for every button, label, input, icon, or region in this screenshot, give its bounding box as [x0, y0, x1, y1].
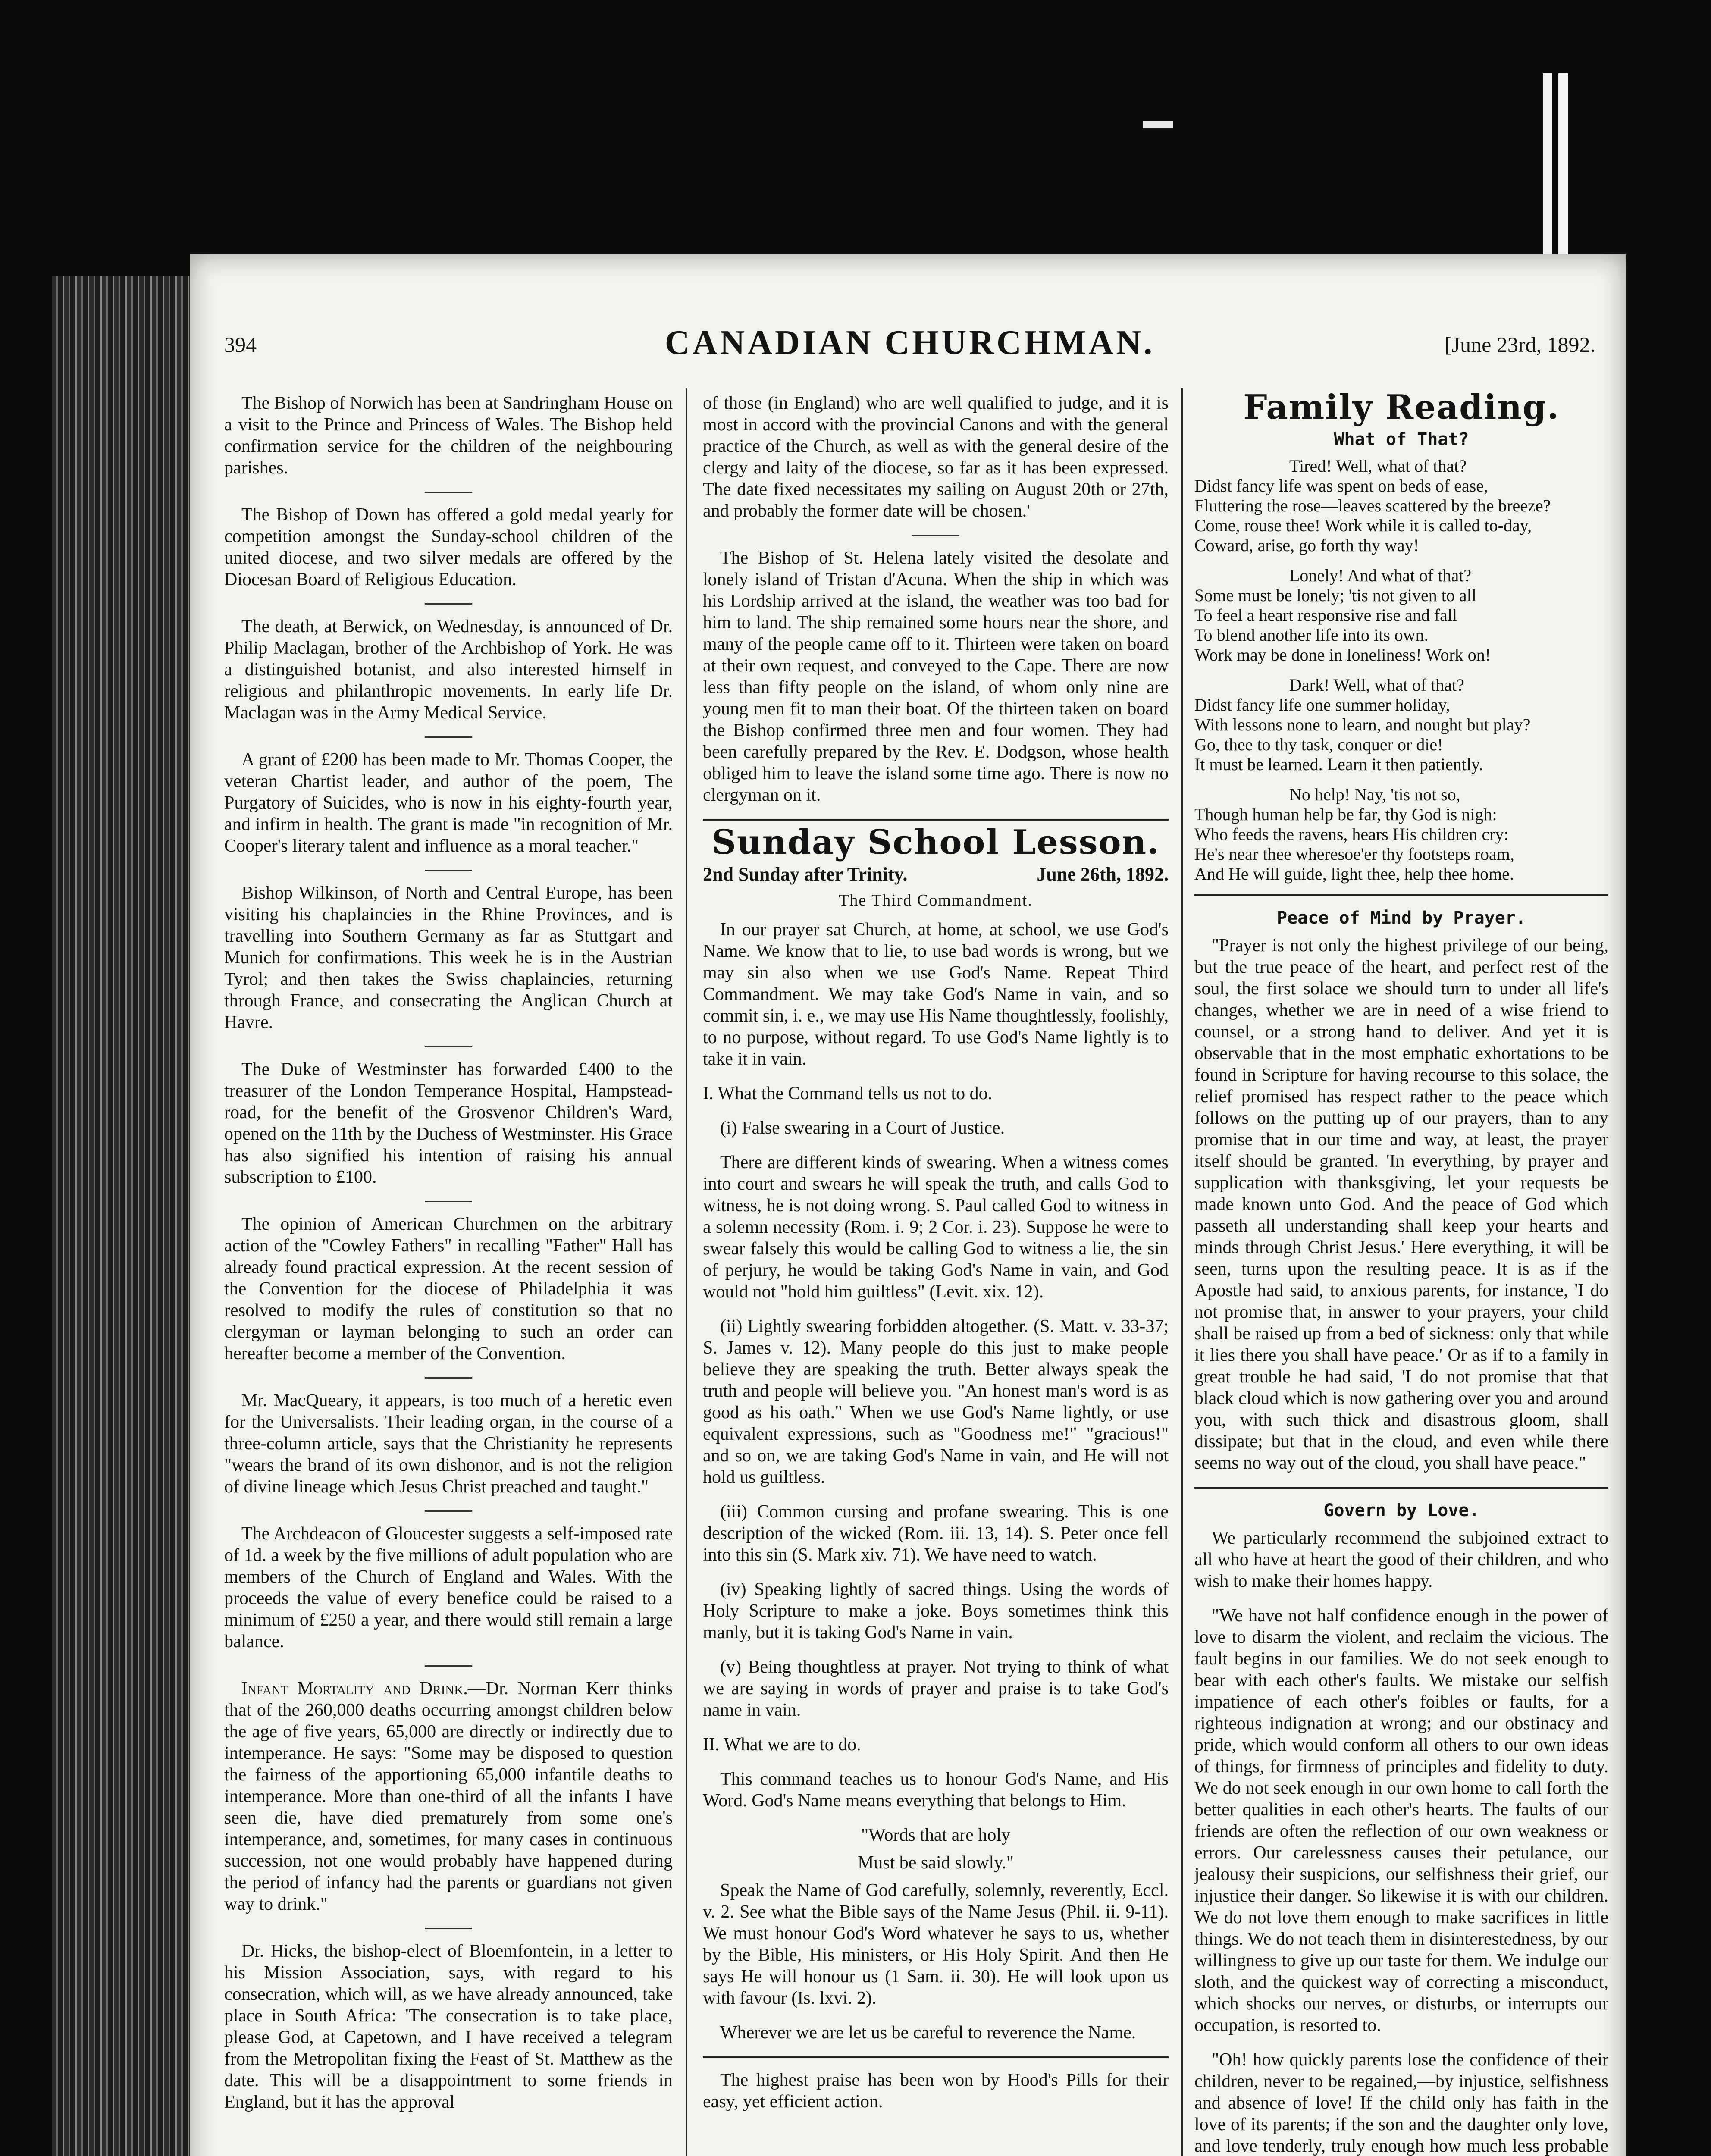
news-item: Bishop Wilkinson, of North and Central Europe, has been visiting his chaplaincies in the Rhine Provinces, and is travelling into Southern Germany as far as Stuttgart and Munich for confirmations. This week he is in the Austrian Tyrol; and then takes the Swiss chaplaincies, returning through France, and consecrating the Anglican Church at Havre.	[224, 883, 673, 1032]
article-text: "We have not half confidence enough in the power of love to disarm the violent, and reclaim the vicious. The fault begins in our families. We do not seek enough to bear with each other's faults. We mistake our selfish impatience of each other's foibles or faults, for a righteous indignation at wrong; and our obstinacy and pride, which would conform all others to our own ideas of things, for firmness of principles and fidelity to duty. We do not seek enough in our own home to call forth the better qualities in each other's hearts. The faults of our friends are often the reflection of our own weakness or errors. Our carelessness causes their petulance, our jealousy their suspicions, our selfishness their grief, our injustice their danger. So likewise it is with our children. We do not love them enough to make sacrifices in little things. We do not teach them in disinterestedness, by our willingness to give up our taste for them. We indulge our sloth, and the quickest way of correcting a misconduct, which shocks our nerves, or disturbs, or interrupts our occupation, is resorted to.	[1194, 1606, 1608, 2035]
poem-line: Who feeds the ravens, hears His children cry:	[1194, 824, 1509, 844]
separator	[425, 603, 472, 605]
article-title: Govern by Love.	[1323, 1501, 1479, 1520]
lesson-text: Speak the Name of God carefully, solemnly, reverently, Eccl. v. 2. See what the Bible says of the Name Jesus (Phil. ii. 9-11). We must honour God's Word whatever he says to us, whether by the Bible, His ministers, or His Holy Spirit. And then He says He will honour us (1 Sam. ii. 30). He will look upon us with favour (Is. lxvi. 2).	[703, 1880, 1169, 2008]
poem-line: Fluttering the rose—leaves scattered by the breeze?	[1194, 496, 1551, 515]
poem-stanza	[1194, 785, 1608, 884]
lesson-text: There are different kinds of swearing. When a witness comes into court and swears he will speak the truth, and calls God to witness, he is not doing wrong. S. Paul called God to witness in a solemn necessity (Rom. i. 9; 2 Cor. i. 23). Suppose he were to swear falsely this would be calling God to witness a lie, the sin of perjury, he would be taking God's Name in vain, and God would not "hold him guiltless" (Levit. xix. 12).	[703, 1153, 1169, 1302]
lesson-sunday: 2nd Sunday after Trinity.	[703, 864, 908, 885]
news-item: A grant of £200 has been made to Mr. Thomas Cooper, the veteran Chartist leader, and author of the poem, The Purgatory of Suicides, who is now in his eighty-fourth year, and infirm in health. The grant is made "in recognition of Mr. Cooper's literary talent and influence as a moral teacher."	[224, 750, 673, 856]
poem-line: Though human help be far, thy God is nigh:	[1194, 805, 1497, 824]
lesson-date: June 26th, 1892.	[1037, 864, 1169, 885]
article-text: We particularly recommend the subjoined extract to all who have at heart the good of their children, and who wish to make their homes happy.	[1194, 1528, 1608, 1591]
lesson-text: (iv) Speaking lightly of sacred things. Using the words of Holy Scripture to make a joke. Boys sometimes think this manly, but it is taking God's Name in vain.	[703, 1579, 1169, 1642]
news-item: The opinion of American Churchmen on the arbitrary action of the "Cowley Fathers" in recalling "Father" Hall has already found practical expression. At the recent session of the Convention for the diocese of Philadelphia it was resolved to modify the rules of constitution so that no clergyman or layman belonging to such an order can hereafter become a member of the Convention.	[224, 1214, 673, 1363]
news-lead: Infant Mortality and Drink.	[241, 1679, 468, 1698]
lesson-text: In our prayer sat Church, at home, at school, we use God's Name. We know that to lie, to use bad words is wrong, but we may sin also when we use God's Name. Repeat Third Commandment. We may take God's Name in vain, and so commit sin, i. e., we may use His Name thoughtlessly, foolishly, to no purpose, without regard. To use God's Name lightly is to take it in vain.	[703, 920, 1169, 1069]
section-rule	[1194, 894, 1608, 896]
poem-line: Coward, arise, go forth thy way!	[1194, 536, 1419, 555]
column-2	[703, 392, 1169, 2156]
poem-line: Didst fancy life one summer holiday,	[1194, 695, 1450, 714]
poem-line: He's near thee wheresoe'er thy footsteps roam,	[1194, 844, 1514, 864]
page-number: 394	[224, 332, 257, 357]
poem-line: Lonely! And what of that?	[1289, 566, 1472, 585]
separator	[425, 1665, 472, 1667]
separator	[425, 492, 472, 493]
section-rule	[703, 2056, 1169, 2058]
poem-title: What of That?	[1334, 429, 1469, 449]
issue-date: [June 23rd, 1892.	[1445, 332, 1595, 357]
poem-line: To blend another life into its own.	[1194, 625, 1429, 645]
section-rule	[1194, 1487, 1608, 1489]
news-item: The Archdeacon of Gloucester suggests a self-imposed rate of 1d. a week by the five millions of adult population who are members of the Church of England and Wales. With the proceeds the value of every benefice could be raised to a minimum of £250 a year, and there would still remain a large balance.	[224, 1524, 673, 1651]
lesson-quote-line: "Words that are holy	[861, 1825, 1011, 1845]
column-rule	[686, 388, 687, 2156]
poem-stanza	[1194, 456, 1608, 555]
separator	[425, 1046, 472, 1047]
scan-bar	[1543, 73, 1552, 254]
poem-line: Tired! Well, what of that?	[1289, 456, 1467, 476]
news-item: The Bishop of Down has offered a gold medal yearly for competition amongst the Sunday-school children of the united diocese, and two silver medals are offered by the Diocesan Board of Religious Education.	[224, 505, 673, 589]
lesson-title: Sunday School Lesson.	[711, 823, 1160, 862]
column-1	[224, 392, 673, 2156]
poem-stanza	[1194, 675, 1608, 774]
news-item: The Bishop of Norwich has been at Sandringham House on a visit to the Prince and Princess of Wales. The Bishop held confirmation service for the children of the neighbouring parishes.	[224, 393, 673, 478]
lesson-text: This command teaches us to honour God's Name, and His Word. God's Name means everything that belongs to Him.	[703, 1769, 1169, 1811]
poem-line: Dark! Well, what of that?	[1289, 675, 1464, 695]
lesson-subheading: II. What we are to do.	[703, 1735, 861, 1755]
lesson-quote-line: Must be said slowly."	[857, 1853, 1014, 1873]
lesson-text: (iii) Common cursing and profane swearing. This is one description of the wicked (Rom. iii. 13, 14). S. Peter once fell into this sin (S. Mark xiv. 71). We have need to watch.	[703, 1502, 1169, 1565]
news-item: The death, at Berwick, on Wednesday, is announced of Dr. Philip Maclagan, brother of the Archbishop of York. He was a distinguished botanist, and also interested himself in religious and philanthropic movements. In early life Dr. Maclagan was in the Army Medical Service.	[224, 617, 673, 723]
family-reading-title: Family Reading.	[1243, 388, 1560, 427]
lesson-subject: The Third Commandment.	[839, 891, 1033, 909]
advertisement: The highest praise has been won by Hood's Pills for their easy, yet efficient action.	[703, 2070, 1169, 2112]
separator	[912, 535, 959, 536]
news-item: Mr. MacQueary, it appears, is too much of a heretic even for the Universalists. Their leading organ, in the course of a three-column article, says that the Christianity he represents "wears the brand of its own dishonor, and is not the religion of divine lineage which Jesus Christ preached and taught."	[224, 1391, 673, 1497]
lesson-heading	[703, 864, 1169, 885]
book-spine	[52, 276, 194, 2156]
poem-line: No help! Nay, 'tis not so,	[1289, 785, 1460, 804]
lesson-text: (ii) Lightly swearing forbidden altogether. (S. Matt. v. 33-37; S. James v. 12). Many people do this just to make people believe they are speaking the truth. Better always speak the truth and people will believe you. "An honest man's word is as good as his oath." When we use God's Name lightly, or use equivalent expressions, such as "Goodness me!" "gracious!" and so on, we are taking God's Name in vain, and He will not hold us guiltless.	[703, 1316, 1169, 1487]
separator	[425, 870, 472, 871]
newspaper-page	[190, 254, 1626, 2156]
news-item: of those (in England) who are well qualified to judge, and it is most in accord with the provincial Canons and with the general practice of the Church, as well as with the general desire of the clergy and laity of the diocese, so far as it has been expressed. The date fixed necessitates my sailing on August 20th or 27th, and probably the former date will be chosen.'	[703, 393, 1169, 521]
news-item	[224, 1678, 673, 1915]
poem-line: Didst fancy life was spent on beds of ease,	[1194, 476, 1488, 495]
masthead: CANADIAN CHURCHMAN.	[664, 324, 1155, 362]
news-item: The Duke of Westminster has forwarded £400 to the treasurer of the London Temperance Hospital, Hampstead-road, for the benefit of the Grosvenor Children's Ward, opened on the 11th by the Duchess of Westminster. His Grace has also signified his intention of raising his annual subscription to £100.	[224, 1059, 673, 1187]
poem-line: And He will guide, light thee, help thee home.	[1194, 864, 1514, 884]
column-rule	[1181, 388, 1183, 2156]
lesson-text: (i) False swearing in a Court of Justice.	[720, 1118, 1005, 1138]
news-text: —Dr. Norman Kerr thinks that of the 260,000 deaths occurring amongst children below the age of five years, 65,000 are directly or indirectly due to intemperance. He says: "Some may be disposed to question the fairness of the apportioning 65,000 infantile deaths to intemperance. More than one-third of all the infants I have seen die, have died prematurely from some one's intemperance, and, sometimes, for many cases in continuous succession, not one would probably have happened during the period of infancy had the parents or guardians not given way to drink."	[224, 1679, 673, 1914]
poem-line: Work may be done in loneliness! Work on!	[1194, 645, 1491, 664]
page-header	[224, 319, 1595, 367]
separator	[425, 1201, 472, 1202]
scan-bar	[1558, 73, 1568, 254]
article-text: "Prayer is not only the highest privilege of our being, but the true peace of the heart, and perfect rest of the soul, the first solace we should turn to under all life's changes, whether we are in need of a wise friend to counsel, or a strong hand to deliver. And yet it is observable that in the most emphatic exhortations to be found in Scripture for having recourse to this solace, the relief promised has respect rather to the peace which follows on the putting up of our prayers, than to any promise that in our time and way, at least, the prayer itself should be granted. 'In everything, by prayer and supplication with thanksgiving, let your requests be made known unto God. And the peace of God which passeth all understanding shall keep your hearts and minds through Christ Jesus.' Here everything, it will be seen, turns upon the resulting peace. It is as if the Apostle had said, to anxious parents, for instance, 'I do not promise that, in answer to your prayers, your child shall be raised up from a bed of sickness: only that while it lies there you shall have peace.' Or as if to a family in great trouble he had said, 'I do not promise that that black cloud which is now gathering over you and around you, with such thick and disastrous gloom, shall dissipate; but that in the cloud, and even while there seems no way out of the cloud, you shall have peace."	[1194, 936, 1608, 1473]
separator	[425, 1377, 472, 1379]
poem-stanza	[1194, 566, 1608, 665]
article-title: Peace of Mind by Prayer.	[1277, 908, 1526, 928]
poem-line: It must be learned. Learn it then patiently.	[1194, 755, 1483, 774]
separator	[425, 1510, 472, 1512]
poem-line: Go, thee to thy task, conquer or die!	[1194, 735, 1443, 754]
separator	[425, 736, 472, 738]
section-rule	[703, 819, 1169, 821]
column-3	[1194, 388, 1608, 2156]
lesson-text: (v) Being thoughtless at prayer. Not trying to think of what we are saying in words of prayer and praise is to take God's name in vain.	[703, 1657, 1169, 1720]
lesson-text: Wherever we are let us be careful to reverence the Name.	[720, 2023, 1136, 2043]
article-text: "Oh! how quickly parents lose the confidence of their children, never to be regained,—by injustice, selfishness and absence of love! If the child only has faith in the love of its parents; if the son and the daughter only love, and love tenderly, truly enough how much less probable	[1194, 2050, 1608, 2156]
scan-mark	[1143, 121, 1173, 128]
poem-line: Come, rouse thee! Work while it is called to-day,	[1194, 516, 1532, 535]
news-item: Dr. Hicks, the bishop-elect of Bloemfontein, in a letter to his Mission Association, says, with regard to his consecration, which will, as we have already announced, take place in South Africa: 'The consecration is to take place, please God, at Capetown, and I have received a telegram from the Metropolitan fixing the Feast of St. Matthew as the date. This will be a disappointment to some friends in England, but it has the approval	[224, 1941, 673, 2112]
lesson-subheading: I. What the Command tells us not to do.	[703, 1084, 993, 1103]
poem-line: With lessons none to learn, and nought but play?	[1194, 715, 1531, 734]
separator	[425, 1928, 472, 1929]
news-item: The Bishop of St. Helena lately visited the desolate and lonely island of Tristan d'Acuna. When the ship in which was his Lordship arrived at the island, the weather was too bad for him to land. The ship remained some hours near the shore, and many of the people came off to it. Thirteen were taken on board at their own request, and conveyed to the Cape. There are now less than fifty people on the island, of whom only nine are young men fit to man their boat. Of the thirteen taken on board the Bishop confirmed three men and four women. They had been carefully prepared by the Rev. E. Dodgson, whose health obliged him to leave the island some time ago. There is now no clergyman on it.	[703, 548, 1169, 805]
poem-line: To feel a heart responsive rise and fall	[1194, 605, 1457, 625]
poem-line: Some must be lonely; 'tis not given to all	[1194, 586, 1476, 605]
